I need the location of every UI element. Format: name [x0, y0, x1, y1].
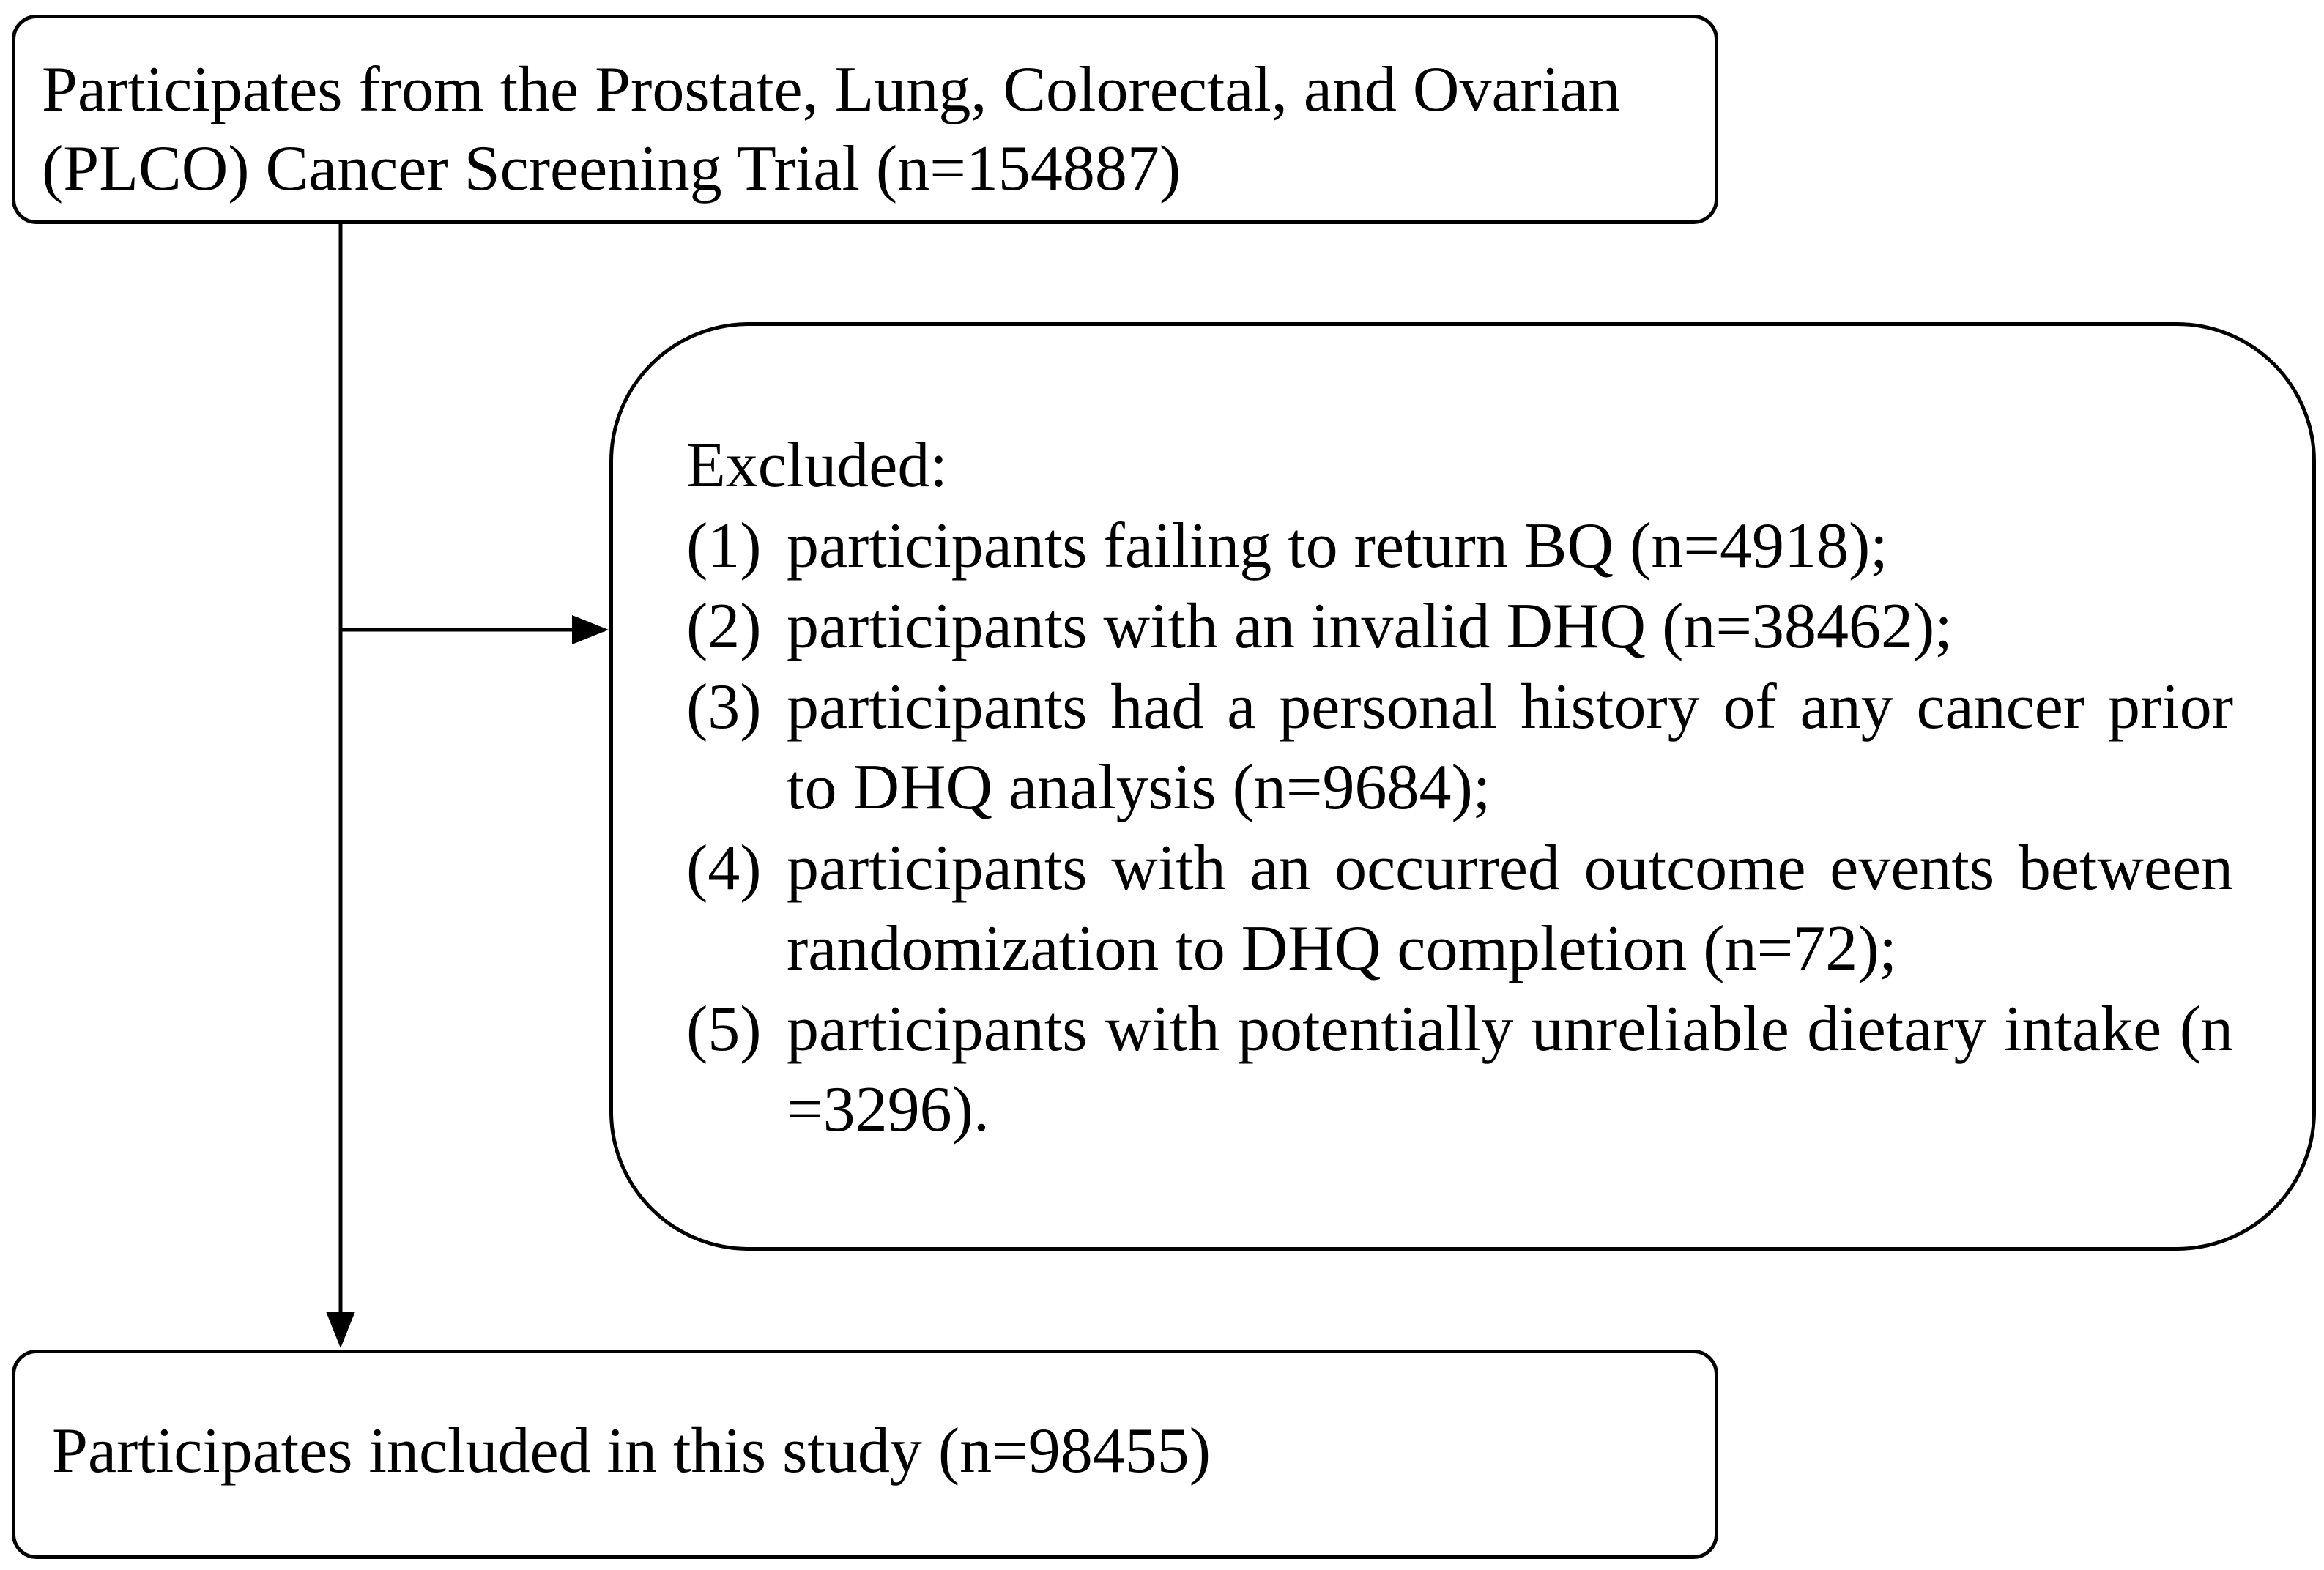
exclusion-item — [686, 989, 2312, 1150]
exclusion-heading: Excluded: — [686, 430, 948, 501]
final-cohort-text: Participates included in this study (n=98455) — [52, 1415, 1211, 1487]
exclusion-item-text: participants had a personal history of any cancer prior to DHQ analysis (n=9684); — [787, 671, 2233, 823]
exclusion-item — [686, 506, 2312, 587]
exclusion-item — [686, 587, 2312, 667]
exclusion-item-number: (5) — [686, 994, 762, 1065]
exclusion-item-text: participants with potentially unreliable dietary intake (n =3296). — [787, 994, 2233, 1145]
source-population-box — [12, 15, 1718, 224]
exclusion-item-number: (1) — [686, 510, 762, 581]
source-population-line-1: Participates from the Prostate, Lung, Colorectal, and Ovarian — [42, 54, 1621, 125]
exclusion-item-number: (2) — [686, 591, 762, 662]
exclusion-item-number: (4) — [686, 833, 762, 904]
exclusion-item-text: participants with an occurred outcome events between randomization to DHQ completion (n=72); — [787, 833, 2233, 984]
exclusion-item-number: (3) — [686, 671, 762, 743]
exclusion-item-text: participants failing to return BQ (n=4918); — [787, 510, 1888, 581]
exclusion-criteria-box — [609, 322, 2316, 1251]
exclusion-item — [686, 667, 2312, 828]
exclusion-item-text: participants with an invalid DHQ (n=38462); — [787, 591, 1953, 662]
exclusion-item — [686, 828, 2312, 989]
final-cohort-box — [12, 1350, 1718, 1559]
source-population-line-2: (PLCO) Cancer Screening Trial (n=154887) — [42, 133, 1181, 204]
